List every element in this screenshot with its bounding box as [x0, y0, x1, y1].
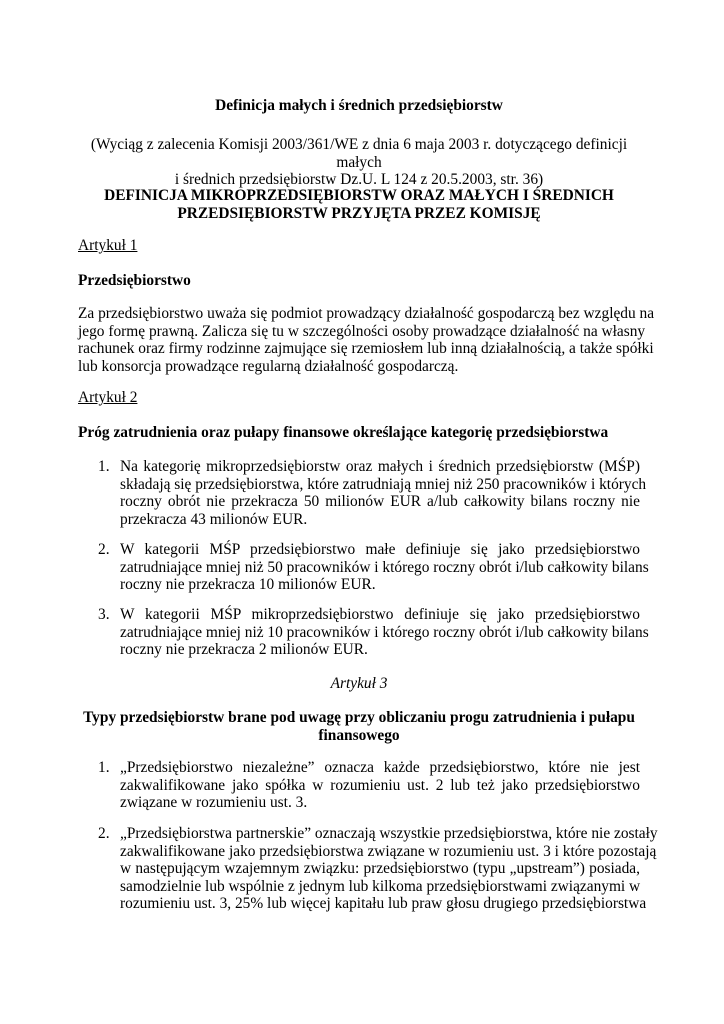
list-line: roczny obrót nie przekracza 50 milionów EUR a/lub całkowity bilans roczny nie: [120, 493, 640, 510]
list-line: W kategorii MŚP przedsiębiorstwo małe definiuje się jako przedsiębiorstwo: [120, 541, 640, 558]
article-2-label: Artykuł 2: [78, 389, 138, 406]
article-3-heading-line-1: Typy przedsiębiorstw brane pod uwagę przy obliczaniu progu zatrudnienia i pułapu: [83, 709, 635, 726]
list-line: w następującym wzajemnym związku: przedsiębiorstwo (typu „upstream”) posiada,: [120, 860, 640, 877]
list-number: 3.: [98, 606, 110, 623]
list-line: zatrudniające mniej niż 50 pracowników i którego roczny obrót i/lub całkowity bilans: [120, 558, 649, 576]
list-line: związane w rozumieniu ust. 3.: [120, 794, 308, 811]
subtitle-line-1: (Wyciąg z zalecenia Komisji 2003/361/WE z dnia 6 maja 2003 r. dotyczącego definicji małych: [90, 136, 628, 171]
list-line: zakwalifikowane jako spółka w rozumieniu ust. 2 lub też jako przedsiębiorstwo: [120, 776, 640, 794]
main-heading-line-2: PRZEDSIĘBIORSTW PRZYJĘTA PRZEZ KOMISJĘ: [177, 204, 541, 222]
article-2-heading: Próg zatrudnienia oraz pułapy finansowe określające kategorię przedsiębiorstwa: [78, 424, 609, 441]
list-number: 1.: [98, 458, 110, 475]
list-text: [120, 541, 649, 594]
list-line: składają się przedsiębiorstwa, które zatrudniają mniej niż 250 pracowników i których: [120, 475, 647, 493]
list-line: roczny nie przekracza 2 milionów EUR.: [120, 641, 368, 658]
article-3-heading-line-2: finansowego: [318, 726, 400, 744]
article-1-label: Artykuł 1: [78, 237, 138, 254]
list-text: [120, 825, 658, 913]
list-line: zakwalifikowane jako przedsiębiorstwa związane w rozumieniu ust. 3 i które pozostają: [120, 842, 657, 860]
list-number: 2.: [98, 825, 110, 842]
list-line: roczny nie przekracza 10 milionów EUR.: [120, 576, 376, 593]
article-1-paragraph: [78, 305, 655, 375]
list-line: rozumieniu ust. 3, 25% lub więcej kapitału lub praw głosu drugiego przedsiębiorstwa: [120, 895, 647, 912]
list-text: [120, 759, 640, 812]
main-heading: [78, 187, 640, 222]
list-line: Na kategorię mikroprzedsiębiorstw oraz małych i średnich przedsiębiorstw (MŚP): [120, 458, 640, 475]
document-page: [78, 0, 658, 1024]
main-heading-line-1: DEFINICJA MIKROPRZEDSIĘBIORSTW ORAZ MAŁYCH I ŚREDNICH: [104, 187, 614, 204]
list-line: przekracza 43 milionów EUR.: [120, 510, 308, 528]
subtitle-line-2: i średnich przedsiębiorstw Dz.U. L 124 z 20.5.2003, str. 36): [174, 171, 544, 188]
list-line: W kategorii MŚP mikroprzedsiębiorstwo definiuje się jako przedsiębiorstwo: [120, 606, 640, 623]
list-number: 2.: [98, 541, 110, 558]
list-text: [120, 606, 649, 659]
document-subtitle: [78, 136, 640, 189]
article-1-line: Za przedsiębiorstwo uważa się podmiot prowadzący działalność gospodarczą bez względu na: [78, 305, 655, 322]
list-line: zatrudniające mniej niż 10 pracowników i którego roczny obrót i/lub całkowity bilans: [120, 623, 649, 641]
list-number: 1.: [98, 759, 110, 776]
list-line: „Przedsiębiorstwa partnerskie” oznaczają wszystkie przedsiębiorstwa, które nie zostały: [120, 825, 658, 842]
article-1-line: lub konsorcja prowadzące regularną działalność gospodarczą.: [78, 357, 459, 375]
list-line: „Przedsiębiorstwo niezależne” oznacza każde przedsiębiorstwo, które nie jest: [120, 759, 640, 776]
article-1-heading: Przedsiębiorstwo: [78, 272, 191, 289]
article-1-line: jego formę prawną. Zalicza się tu w szczególności osoby prowadzące działalność na własny: [78, 322, 646, 340]
article-3-heading: [78, 709, 640, 744]
list-text: [120, 458, 647, 528]
article-1-line: rachunek oraz firmy rodzinne zajmujące się rzemiosłem lub inną działalnością, a także spółki: [78, 340, 654, 357]
article-3-label: Artykuł 3: [330, 675, 388, 692]
document-title: Definicja małych i średnich przedsiębiorstw: [215, 97, 503, 114]
list-line: samodzielnie lub wspólnie z jednym lub kilkoma przedsiębiorstwami związanymi w: [120, 877, 641, 895]
